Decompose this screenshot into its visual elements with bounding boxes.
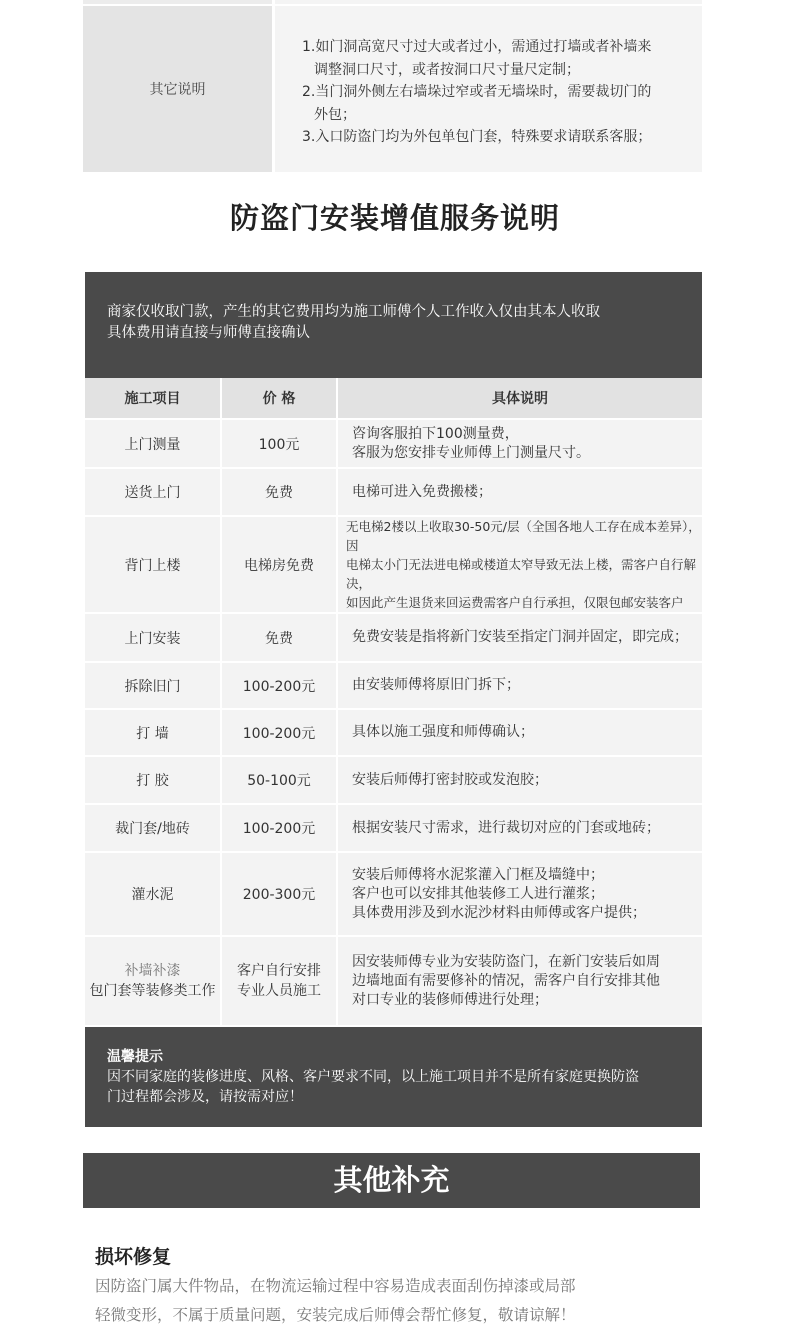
item-name: 裁门套/地砖	[115, 821, 190, 837]
price: 50-100元	[247, 773, 311, 789]
desc-line: 安装后师傅将水泥浆灌入门框及墙缝中；	[352, 866, 604, 883]
item-cell	[85, 805, 222, 853]
table-row	[85, 469, 702, 517]
item-name: 打 胶	[136, 773, 169, 789]
table-header	[85, 378, 702, 420]
desc-cell	[338, 805, 702, 853]
note-line: 调整洞口尺寸，或者按洞口尺寸量尺定制；	[314, 61, 580, 78]
price: 200-300元	[242, 887, 316, 903]
item-cell	[85, 614, 222, 663]
price: 100-200元	[242, 821, 316, 837]
table-row	[85, 805, 702, 853]
desc-line: 对口专业的装修师傅进行处理；	[352, 991, 548, 1008]
desc-line: 电梯太小门无法进电梯或楼道太窄导致无法上楼，需客户自行解决，	[346, 557, 697, 591]
price-cell	[222, 937, 338, 1027]
price-cell	[222, 517, 338, 614]
price-cell	[222, 710, 338, 757]
item-cell	[85, 517, 222, 614]
price-cell	[222, 614, 338, 663]
item-cell	[85, 937, 222, 1027]
desc-line: 安装后师傅打密封胶或发泡胶；	[352, 771, 548, 788]
item-name: 背门上楼	[124, 557, 181, 574]
other-notes-row	[83, 0, 702, 172]
desc-cell	[338, 469, 702, 517]
price: 电梯房免费	[244, 557, 314, 574]
price-cell	[222, 469, 338, 517]
desc-line: 如因此产生退货来回运费需客户自行承担，仅限包邮安装客户	[346, 595, 684, 610]
table-row	[85, 853, 702, 937]
tip-line: 因不同家庭的装修进度、风格、客户要求不同，以上施工项目并不是所有家庭更换防盗	[107, 1069, 639, 1085]
price: 免费	[265, 485, 293, 501]
tip-line: 门过程都会涉及，请按需对应！	[107, 1089, 303, 1105]
item-cell	[85, 853, 222, 937]
price: 100-200元	[242, 678, 316, 695]
price-cell	[222, 663, 338, 710]
note-line: 2.当门洞外侧左右墙垛过窄或者无墙垛时，需要裁切门的	[302, 84, 652, 100]
desc-cell	[338, 937, 702, 1027]
desc-cell	[338, 853, 702, 937]
price: 客户自行安排	[237, 963, 321, 979]
item-cell	[85, 469, 222, 517]
header-item: 施工项目	[85, 378, 222, 420]
desc-line: 具体以施工强度和师傅确认；	[352, 724, 534, 740]
divider	[83, 0, 272, 4]
item-name: 上门测量	[124, 436, 181, 453]
table-row	[85, 517, 702, 614]
desc-cell	[338, 710, 702, 757]
item-name: 灌水泥	[131, 887, 174, 903]
service-title: 防盗门安装增值服务说明	[229, 201, 560, 235]
price: 100元	[258, 436, 300, 453]
price-cell	[222, 757, 338, 805]
desc-cell	[338, 420, 702, 469]
note-line: 3.入口防盗门均为外包单包门套，特殊要求请联系客服；	[302, 129, 652, 145]
item-name: 上门安装	[124, 630, 181, 647]
item-name: 送货上门	[124, 485, 181, 501]
price: 免费	[265, 630, 293, 647]
desc-line: 具体费用涉及到水泥沙材料由师傅或客户提供；	[352, 904, 646, 921]
divider	[275, 0, 702, 4]
supplement-title: 其他补充	[83, 1153, 700, 1208]
item-name: 拆除旧门	[124, 678, 181, 695]
note-line: 1.如门洞高宽尺寸过大或者过小，需通过打墙或者补墙来	[302, 39, 652, 55]
repair-title: 损坏修复	[95, 1246, 172, 1268]
desc-cell	[338, 757, 702, 805]
price-2: 专业人员施工	[237, 983, 321, 999]
repair-text	[95, 1272, 695, 1330]
item-cell	[85, 420, 222, 469]
desc-cell	[338, 517, 702, 614]
desc-line: 咨询客服拍下100测量费，	[352, 425, 519, 442]
item-cell	[85, 757, 222, 805]
table-row	[85, 420, 702, 469]
notice-line: 具体费用请直接与师傅直接确认	[107, 325, 310, 341]
table-row	[85, 614, 702, 663]
other-notes-label: 其它说明	[83, 6, 272, 172]
desc-line: 客服为您安排专业师傅上门测量尺寸。	[352, 444, 590, 461]
table-row	[85, 663, 702, 710]
desc-line: 边墙地面有需要修补的情况，需客户自行安排其他	[352, 972, 660, 989]
desc-line: 由安装师傅将原旧门拆下；	[352, 677, 520, 693]
item-name: 补墙补漆	[124, 963, 181, 979]
price: 100-200元	[242, 725, 316, 742]
desc-line: 电梯可进入免费搬楼；	[352, 483, 492, 500]
price-cell	[222, 805, 338, 853]
item-name-2: 包门套等装修类工作	[89, 983, 216, 999]
desc-line: 免费安装是指将新门安装至指定门洞并固定，即完成；	[352, 629, 688, 645]
item-name: 打 墙	[136, 725, 169, 742]
desc-cell	[338, 614, 702, 663]
repair-line: 因防盗门属大件物品，在物流运输过程中容易造成表面刮伤掉漆或局部	[95, 1277, 576, 1295]
desc-cell	[338, 663, 702, 710]
item-cell	[85, 663, 222, 710]
other-notes-text	[275, 6, 702, 172]
table-row	[85, 757, 702, 805]
note-line: 外包；	[314, 106, 356, 123]
repair-line: 轻微变形，不属于质量问题，安装完成后师傅会帮忙修复，敬请谅解！	[95, 1306, 576, 1324]
notice-line: 商家仅收取门款，产生的其它费用均为施工师傅个人工作收入仅由其本人收取	[107, 304, 600, 320]
tip-box	[85, 1027, 702, 1127]
notice-banner	[85, 272, 702, 378]
tip-title: 温馨提示	[107, 1049, 163, 1065]
header-price: 价 格	[222, 378, 338, 420]
table-row	[85, 937, 702, 1027]
desc-line: 根据安装尺寸需求，进行裁切对应的门套或地砖；	[352, 819, 660, 836]
desc-line: 无电梯2楼以上收取30-50元/层（全国各地人工存在成本差异），因	[346, 519, 701, 553]
service-table	[85, 272, 702, 1127]
header-desc: 具体说明	[338, 378, 702, 420]
price-cell	[222, 853, 338, 937]
item-cell	[85, 710, 222, 757]
price-cell	[222, 420, 338, 469]
desc-line: 因安装师傅专业为安装防盗门，在新门安装后如周	[352, 953, 660, 970]
table-row	[85, 710, 702, 757]
desc-line: 客户也可以安排其他装修工人进行灌浆；	[352, 885, 604, 902]
